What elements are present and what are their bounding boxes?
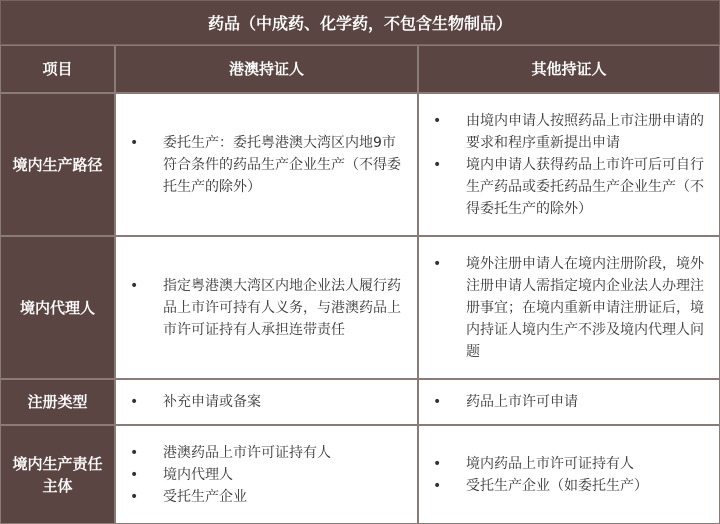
list-item: • 药品上市许可申请 — [433, 391, 709, 413]
other-cell — [418, 93, 720, 236]
row-label: 境内生产责任主体 — [0, 425, 115, 524]
list-item: • 委托生产：委托粤港澳大湾区内地9市符合条件的药品生产企业生产（不得委托生产的除外） — [130, 132, 407, 198]
table-row — [0, 236, 720, 379]
table-row — [0, 93, 720, 236]
header-hk-macao: 港澳持证人 — [115, 45, 418, 93]
hk-macao-cell — [115, 93, 418, 236]
list-item: • 受托生产企业 — [130, 486, 407, 508]
row-label: 注册类型 — [0, 379, 115, 425]
list-item: • 境内申请人获得药品上市许可后可自行生产药品或委托药品生产企业生产（不得委托生产的除外） — [433, 154, 709, 220]
list-item: • 指定粤港澳大湾区内地企业法人履行药品上市许可持有人义务，与港澳药品上市许可证持有人承担连带责任 — [130, 275, 407, 341]
other-cell — [418, 236, 720, 379]
other-cell — [418, 425, 720, 524]
list-item: • 港澳药品上市许可证持有人 — [130, 442, 407, 464]
hk-macao-cell — [115, 379, 418, 425]
list-item: • 由境内申请人按照药品上市注册申请的要求和程序重新提出申请 — [433, 110, 709, 154]
hk-macao-cell — [115, 236, 418, 379]
header-item: 项目 — [0, 45, 115, 93]
list-item: • 境外注册申请人在境内注册阶段，境外注册申请人需指定境内企业法人办理注册事宜；在境内重新申请注册证后，境内持证人境内生产不涉及境内代理人问题 — [433, 253, 709, 363]
header-row — [0, 45, 720, 93]
table-row — [0, 425, 720, 524]
header-other: 其他持证人 — [418, 45, 720, 93]
row-label: 境内生产路径 — [0, 93, 115, 236]
list-item: • 境内代理人 — [130, 464, 407, 486]
table-title: 药品（中成药、化学药，不包含生物制品） — [0, 0, 720, 45]
row-label: 境内代理人 — [0, 236, 115, 379]
list-item: • 补充申请或备案 — [130, 391, 407, 413]
hk-macao-cell — [115, 425, 418, 524]
other-cell — [418, 379, 720, 425]
list-item: • 受托生产企业（如委托生产） — [433, 475, 709, 497]
list-item: • 境内药品上市许可证持有人 — [433, 453, 709, 475]
table-row — [0, 379, 720, 425]
